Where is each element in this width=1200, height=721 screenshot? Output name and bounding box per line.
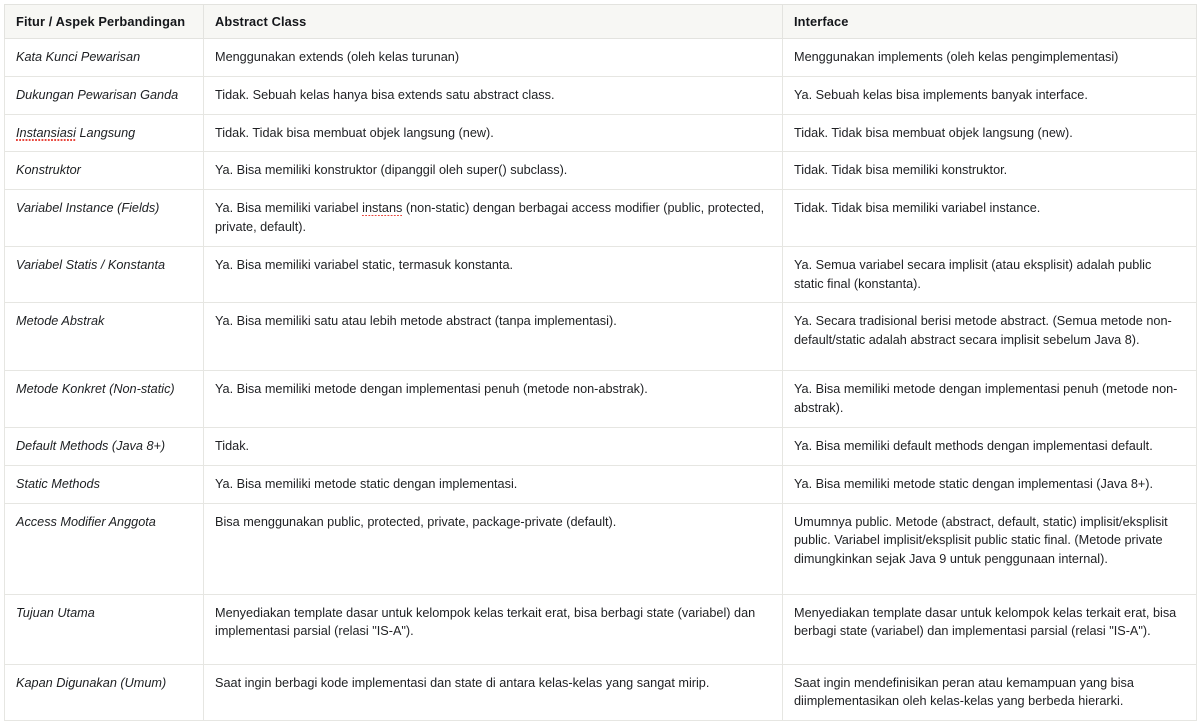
cell-feature: Konstruktor [5, 152, 204, 190]
column-header-abstract: Abstract Class [204, 5, 783, 39]
table-row [5, 39, 1197, 77]
cell-interface: Ya. Bisa memiliki metode static dengan implementasi (Java 8+). [783, 465, 1197, 503]
table-row [5, 246, 1197, 303]
table-row [5, 427, 1197, 465]
cell-feature: Static Methods [5, 465, 204, 503]
cell-feature: Variabel Statis / Konstanta [5, 246, 204, 303]
table-header [5, 5, 1197, 39]
cell-interface: Saat ingin mendefinisikan peran atau kemampuan yang bisa diimplementasikan oleh kelas-kelas yang berbeda hierarki. [783, 664, 1197, 721]
cell-abstract-class: Tidak. Tidak bisa membuat objek langsung (new). [204, 114, 783, 152]
cell-interface: Ya. Bisa memiliki metode dengan implementasi penuh (metode non-abstrak). [783, 371, 1197, 428]
table-row [5, 465, 1197, 503]
spellcheck-underlined-word: instans [362, 201, 403, 216]
cell-interface: Menggunakan implements (oleh kelas pengimplementasi) [783, 39, 1197, 77]
cell-feature: Instansiasi Langsung [5, 114, 204, 152]
table-row [5, 152, 1197, 190]
cell-abstract-class: Menyediakan template dasar untuk kelompok kelas terkait erat, bisa berbagi state (variabel) dan implementasi parsial (relasi "IS-A"). [204, 594, 783, 664]
cell-abstract-class: Menggunakan extends (oleh kelas turunan) [204, 39, 783, 77]
cell-abstract-class: Tidak. Sebuah kelas hanya bisa extends satu abstract class. [204, 76, 783, 114]
spellcheck-underlined-word: Instansiasi [16, 125, 76, 140]
table-row [5, 503, 1197, 594]
cell-abstract-class: Ya. Bisa memiliki satu atau lebih metode abstract (tanpa implementasi). [204, 303, 783, 371]
cell-feature: Metode Abstrak [5, 303, 204, 371]
cell-interface: Menyediakan template dasar untuk kelompok kelas terkait erat, bisa berbagi state (variabel) dan implementasi parsial (relasi "IS-A"). [783, 594, 1197, 664]
cell-feature: Tujuan Utama [5, 594, 204, 664]
cell-feature: Default Methods (Java 8+) [5, 427, 204, 465]
cell-abstract-class: Ya. Bisa memiliki metode static dengan implementasi. [204, 465, 783, 503]
cell-feature: Metode Konkret (Non-static) [5, 371, 204, 428]
cell-abstract-class: Ya. Bisa memiliki metode dengan implementasi penuh (metode non-abstrak). [204, 371, 783, 428]
cell-abstract-class: Bisa menggunakan public, protected, private, package-private (default). [204, 503, 783, 594]
table-row [5, 114, 1197, 152]
cell-abstract-class: Ya. Bisa memiliki variabel static, termasuk konstanta. [204, 246, 783, 303]
cell-feature: Dukungan Pewarisan Ganda [5, 76, 204, 114]
cell-interface: Ya. Bisa memiliki default methods dengan implementasi default. [783, 427, 1197, 465]
cell-abstract-class: Saat ingin berbagi kode implementasi dan state di antara kelas-kelas yang sangat mirip. [204, 664, 783, 721]
column-header-feature: Fitur / Aspek Perbandingan [5, 5, 204, 39]
cell-interface: Tidak. Tidak bisa membuat objek langsung (new). [783, 114, 1197, 152]
cell-interface: Ya. Semua variabel secara implisit (atau eksplisit) adalah public static final (konstanta). [783, 246, 1197, 303]
cell-abstract-class: Ya. Bisa memiliki variabel instans (non-static) dengan berbagai access modifier (public, protected, private, default). [204, 190, 783, 247]
cell-abstract-class: Tidak. [204, 427, 783, 465]
table-row [5, 371, 1197, 428]
cell-feature: Variabel Instance (Fields) [5, 190, 204, 247]
table-header-row [5, 5, 1197, 39]
cell-feature: Access Modifier Anggota [5, 503, 204, 594]
cell-interface: Tidak. Tidak bisa memiliki konstruktor. [783, 152, 1197, 190]
table-row [5, 664, 1197, 721]
table-row [5, 594, 1197, 664]
cell-feature: Kapan Digunakan (Umum) [5, 664, 204, 721]
cell-interface: Ya. Secara tradisional berisi metode abstract. (Semua metode non-default/static adalah abstract secara implisit sebelum Java 8). [783, 303, 1197, 371]
cell-feature: Kata Kunci Pewarisan [5, 39, 204, 77]
cell-abstract-class: Ya. Bisa memiliki konstruktor (dipanggil oleh super() subclass). [204, 152, 783, 190]
cell-interface: Umumnya public. Metode (abstract, default, static) implisit/eksplisit public. Variabel implisit/eksplisit public static final. (Metode private dimungkinkan sejak Java 9 untuk penggunaan internal). [783, 503, 1197, 594]
table-row [5, 76, 1197, 114]
table-row [5, 190, 1197, 247]
table-row [5, 303, 1197, 371]
cell-interface: Tidak. Tidak bisa memiliki variabel instance. [783, 190, 1197, 247]
column-header-interface: Interface [783, 5, 1197, 39]
table-body [5, 39, 1197, 721]
cell-interface: Ya. Sebuah kelas bisa implements banyak interface. [783, 76, 1197, 114]
comparison-table [4, 4, 1197, 721]
